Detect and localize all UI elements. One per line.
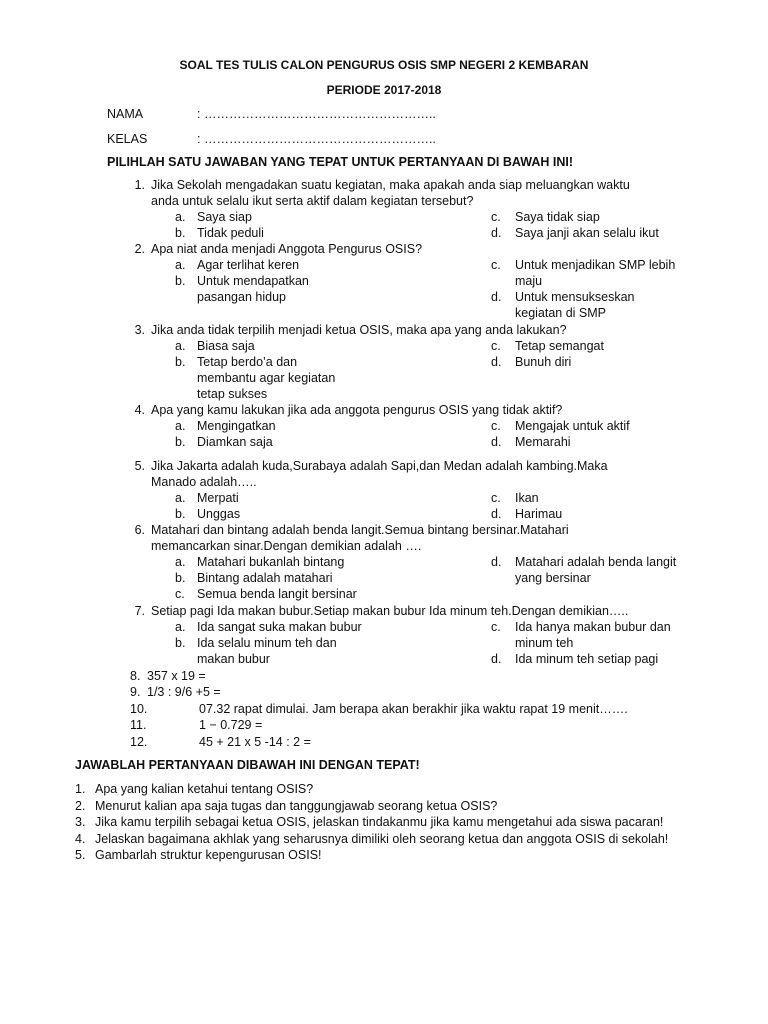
class-field[interactable]: : ……………………………………………….. xyxy=(197,132,436,146)
section1-instruction: PILIHLAH SATU JAWABAN YANG TEPAT UNTUK PERTANYAAN DI BAWAH INI! xyxy=(107,155,573,169)
option-text: Untuk mendapatkan xyxy=(197,274,309,288)
question-text: anda untuk selalu ikut serta aktif dalam kegiatan tersebut? xyxy=(151,194,474,208)
option-letter: b. xyxy=(175,636,186,650)
essay-question-text: Jelaskan bagaimana akhlak yang seharusnya dimiliki oleh seorang ketua dan anggota OSIS di sekolah! xyxy=(95,831,669,846)
option-text: Mengajak untuk aktif xyxy=(515,419,630,433)
option-letter: d. xyxy=(491,226,502,240)
option-letter: b. xyxy=(175,507,186,521)
option-text: Unggas xyxy=(197,507,241,521)
option-letter: a. xyxy=(175,491,186,505)
document-period: PERIODE 2017-2018 xyxy=(326,83,442,97)
option-text: kegiatan di SMP xyxy=(515,306,607,320)
essay-question-number: 3. xyxy=(75,815,86,829)
question-text: Manado adalah….. xyxy=(151,475,257,489)
option-text: Merpati xyxy=(197,491,239,505)
essay-question-number: 1. xyxy=(75,782,86,796)
option-text: minum teh xyxy=(515,636,574,650)
question-number: 2. xyxy=(134,242,145,256)
option-letter: c. xyxy=(491,620,501,634)
option-text: Agar terlihat keren xyxy=(197,258,300,272)
math-question-text: 07.32 rapat dimulai. Jam berapa akan berakhir jika waktu rapat 19 menit……. xyxy=(199,702,628,716)
question-text: Setiap pagi Ida makan bubur.Setiap makan bubur Ida minum teh.Dengan demikian….. xyxy=(151,604,629,618)
math-question-number: 8. xyxy=(130,669,141,683)
option-letter: d. xyxy=(491,355,502,369)
option-text: Saya janji akan selalu ikut xyxy=(515,226,659,240)
essay-question-text: Apa yang kalian ketahui tentang OSIS? xyxy=(95,782,314,796)
option-text: Mengingatkan xyxy=(197,419,276,433)
option-text: Matahari adalah benda langit xyxy=(515,555,677,569)
option-text: Untuk menjadikan SMP lebih xyxy=(515,258,676,272)
option-letter: a. xyxy=(175,339,186,353)
option-letter: c. xyxy=(491,210,501,224)
option-letter: d. xyxy=(491,555,502,569)
math-question-text: 1 − 0.729 = xyxy=(199,718,263,732)
option-text: Ida hanya makan bubur dan xyxy=(515,620,671,634)
option-letter: b. xyxy=(175,226,186,240)
option-letter: a. xyxy=(175,258,186,272)
option-text: Ida selalu minum teh dan xyxy=(197,636,337,650)
option-letter: c. xyxy=(491,339,501,353)
essay-question-number: 2. xyxy=(75,798,86,813)
option-text: Tetap berdo’a dan xyxy=(197,355,298,369)
question-text: Apa niat anda menjadi Anggota Pengurus OSIS? xyxy=(151,242,423,256)
option-letter: b. xyxy=(175,274,186,288)
name-field[interactable]: : ……………………………………………….. xyxy=(197,107,436,121)
essay-question-number: 4. xyxy=(75,831,86,846)
option-text: Ida sangat suka makan bubur xyxy=(197,620,362,634)
option-text: Biasa saja xyxy=(197,339,255,353)
essay-question-number: 5. xyxy=(75,848,86,862)
math-question-text: 357 x 19 = xyxy=(147,669,206,683)
option-text: Saya tidak siap xyxy=(515,210,600,224)
option-text: Harimau xyxy=(515,507,563,521)
question-text: memancarkan sinar.Dengan demikian adalah …. xyxy=(151,539,422,553)
option-letter: c. xyxy=(175,587,185,601)
section2-instruction: JAWABLAH PERTANYAAN DIBAWAH INI DENGAN TEPAT! xyxy=(75,758,420,772)
essay-question-text: Menurut kalian apa saja tugas dan tanggungjawab seorang ketua OSIS? xyxy=(95,798,498,813)
question-text: Jika anda tidak terpilih menjadi ketua OSIS, maka apa yang anda lakukan? xyxy=(151,323,567,337)
class-label: KELAS xyxy=(107,132,148,146)
option-text: Ida minum teh setiap pagi xyxy=(515,652,659,666)
option-text: maju xyxy=(515,274,543,288)
option-letter: d. xyxy=(491,435,502,449)
option-text: Ikan xyxy=(515,491,539,505)
question-number: 5. xyxy=(134,459,145,473)
option-text: Bintang adalah matahari xyxy=(197,571,333,585)
math-question-text: 1/3 : 9/6 +5 = xyxy=(147,685,221,699)
math-question-number: 11. xyxy=(130,718,147,732)
question-text: Jika Sekolah mengadakan suatu kegiatan, maka apakah anda siap meluangkan waktu xyxy=(151,178,630,192)
option-letter: b. xyxy=(175,571,186,585)
option-text: makan bubur xyxy=(197,652,270,666)
question-number: 3. xyxy=(134,323,145,337)
option-text: membantu agar kegiatan xyxy=(197,371,336,385)
question-number: 6. xyxy=(134,523,145,537)
question-number: 1. xyxy=(134,178,145,192)
option-text: Diamkan saja xyxy=(197,435,273,449)
math-question-number: 12. xyxy=(130,735,148,749)
option-letter: b. xyxy=(175,435,186,449)
option-letter: a. xyxy=(175,419,186,433)
option-letter: b. xyxy=(175,355,186,369)
math-question-text: 45 + 21 x 5 -14 : 2 = xyxy=(199,735,311,749)
option-letter: d. xyxy=(491,652,502,666)
option-letter: c. xyxy=(491,258,501,272)
option-letter: a. xyxy=(175,555,186,569)
question-text: Apa yang kamu lakukan jika ada anggota pengurus OSIS yang tidak aktif? xyxy=(151,403,563,417)
option-text: yang bersinar xyxy=(515,571,591,585)
option-letter: d. xyxy=(491,290,502,304)
math-question-number: 10. xyxy=(130,702,148,716)
math-question-number: 9. xyxy=(130,685,141,699)
option-letter: c. xyxy=(491,419,501,433)
option-letter: a. xyxy=(175,210,186,224)
document-title: SOAL TES TULIS CALON PENGURUS OSIS SMP NEGERI 2 KEMBARAN xyxy=(179,58,589,72)
option-letter: a. xyxy=(175,620,186,634)
option-text: Memarahi xyxy=(515,435,571,449)
question-number: 7. xyxy=(134,604,145,618)
option-text: Tidak peduli xyxy=(197,226,264,240)
name-label: NAMA xyxy=(107,107,144,121)
option-text: Tetap semangat xyxy=(515,339,604,353)
essay-question-text: Gambarlah struktur kepengurusan OSIS! xyxy=(95,848,322,862)
option-text: tetap sukses xyxy=(197,387,268,401)
option-text: Semua benda langit bersinar xyxy=(197,587,357,601)
option-text: Untuk mensukseskan xyxy=(515,290,635,304)
option-letter: d. xyxy=(491,507,502,521)
option-text: Bunuh diri xyxy=(515,355,572,369)
question-text: Jika Jakarta adalah kuda,Surabaya adalah Sapi,dan Medan adalah kambing.Maka xyxy=(151,459,608,473)
essay-question-text: Jika kamu terpilih sebagai ketua OSIS, jelaskan tindakanmu jika kamu mengetahui ada siswa pacaran! xyxy=(95,815,664,829)
question-text: Matahari dan bintang adalah benda langit.Semua bintang bersinar.Matahari xyxy=(151,523,569,537)
option-text: Matahari bukanlah bintang xyxy=(197,555,345,569)
option-text: Saya siap xyxy=(197,210,252,224)
option-letter: c. xyxy=(491,491,501,505)
question-number: 4. xyxy=(134,403,145,417)
option-text: pasangan hidup xyxy=(197,290,286,304)
